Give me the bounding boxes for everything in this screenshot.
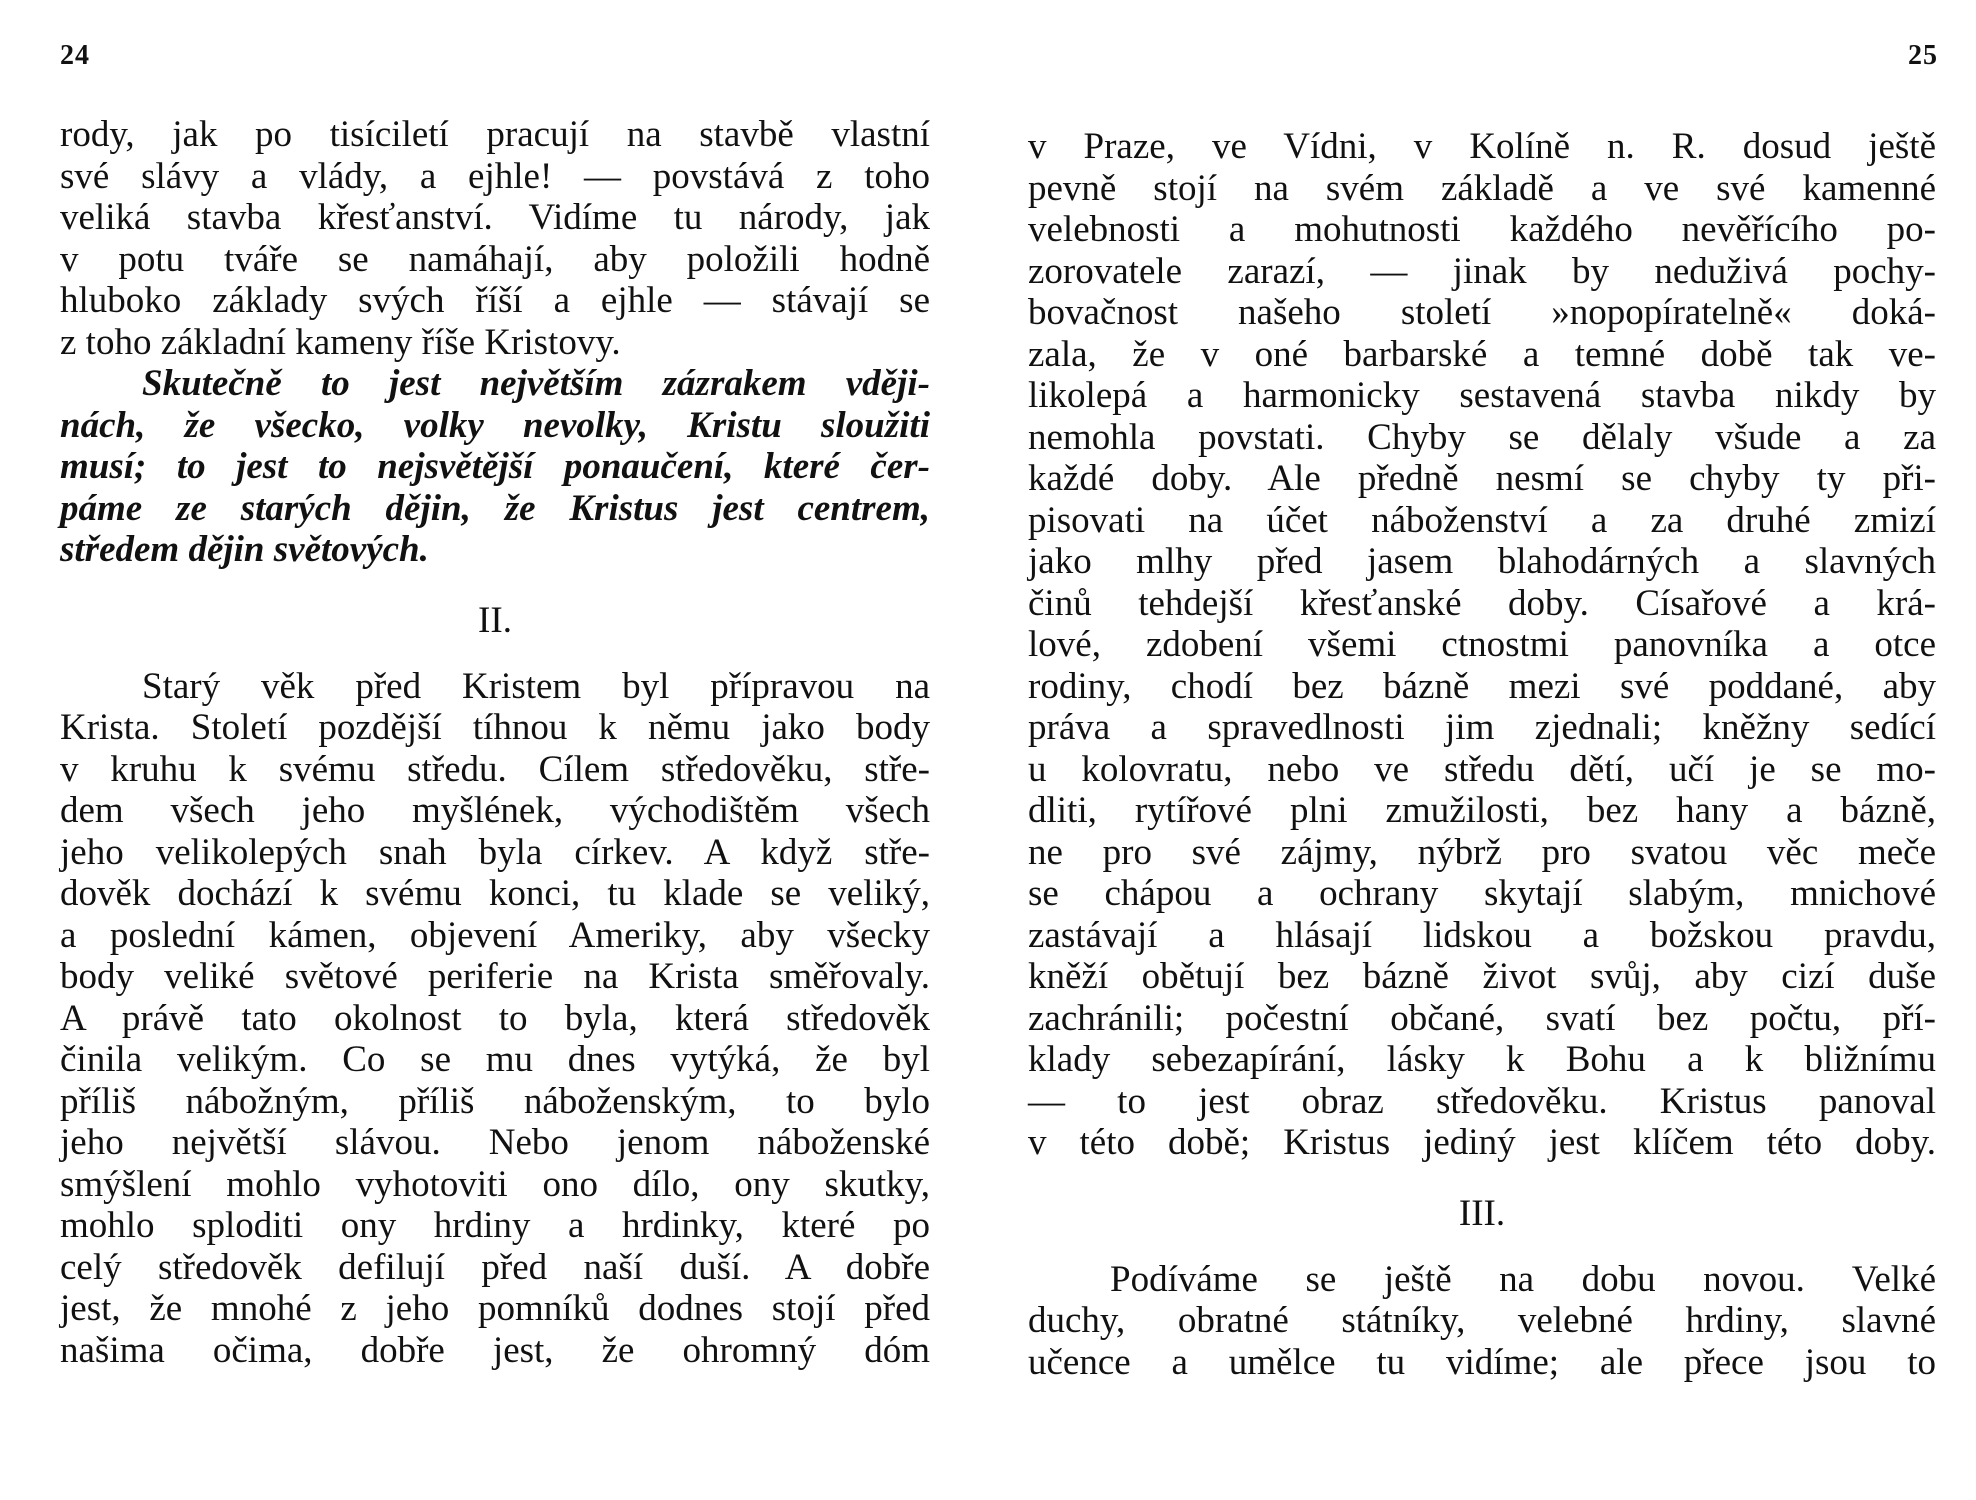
text-line: musí; to jest to nejsvětější ponaučení, které čer-: [60, 446, 930, 487]
text-line: klady sebezapírání, lásky k Bohu a k bližnímu: [1028, 1039, 1936, 1080]
text-line: pisovati na účet náboženství a za druhé zmizí: [1028, 499, 1936, 541]
text-line: ne pro své zájmy, nýbrž pro svatou věc meče: [1028, 831, 1936, 873]
text-line: bovačnost našeho století »nopopíratelně« doká-: [1028, 292, 1936, 333]
paragraph: [1028, 126, 1936, 1164]
text-line: v kruhu k svému středu. Cílem středověku, stře-: [60, 748, 930, 790]
text-line: v této době; Kristus jediný jest klíčem této doby.: [1028, 1122, 1936, 1163]
section-heading: III.: [1458, 1192, 1506, 1234]
text-line: rody, jak po tisíciletí pracují na stavbě vlastní: [60, 114, 930, 155]
text-line: duchy, obratné státníky, velebné hrdiny, slavné: [1028, 1300, 1936, 1341]
text-line: našima očima, dobře jest, že ohromný dóm: [60, 1329, 930, 1371]
text-line: Podíváme se ještě na dobu novou. Velké: [1110, 1258, 1936, 1300]
text-line: zachránili; počestní občané, svatí bez počtu, pří-: [1028, 997, 1936, 1039]
text-line: — to jest obraz středověku. Kristus panoval: [1028, 1080, 1936, 1122]
text-line: a poslední kámen, objevení Ameriky, aby všecky: [60, 914, 930, 956]
text-line: hluboko základy svých říší a ejhle — stávají se: [60, 280, 930, 321]
text-line: každé doby. Ale předně nesmí se chyby ty při-: [1028, 458, 1936, 499]
text-line: zastávají a hlásají lidskou a božskou pravdu,: [1028, 914, 1936, 956]
text-line: nemohla povstati. Chyby se dělaly všude a za: [1028, 416, 1936, 458]
text-line: činila velikým. Co se mu dnes vytýká, že byl: [60, 1039, 930, 1080]
text-line: Skutečně to jest největším zázrakem vději-: [142, 363, 930, 404]
text-line: smýšlení mohlo vyhotoviti ono dílo, ony skutky,: [60, 1163, 930, 1205]
text-line: zorovatele zarazí, — jinak by neduživá pochy-: [1028, 250, 1936, 292]
right-text-block: [1028, 126, 1936, 1383]
paragraph: [1028, 1259, 1936, 1384]
section-heading: II.: [478, 599, 512, 641]
text-line: kněží obětují bez bázně život svůj, aby cizí duše: [1028, 956, 1936, 997]
page-number-left: 24: [60, 40, 90, 71]
text-line: dověk dochází k svému konci, tu klade se veliký,: [60, 873, 930, 914]
text-line: nách, že všecko, volky nevolky, Kristu sloužiti: [60, 404, 930, 446]
page-number-right: 25: [1908, 40, 1938, 71]
italic-paragraph: [60, 363, 930, 571]
text-line: páme ze starých dějin, že Kristus jest centrem,: [60, 487, 930, 529]
text-line: příliš nábožným, příliš náboženským, to bylo: [60, 1080, 930, 1122]
text-line: práva a spravedlnosti jim zjednali; kněžny sedící: [1028, 707, 1936, 748]
text-line: v potu tváře se namáhají, aby položili hodně: [60, 238, 930, 280]
text-line: velebnosti a mohutnosti každého nevěřícího po-: [1028, 209, 1936, 250]
text-line: Starý věk před Kristem byl přípravou na: [142, 665, 930, 707]
text-line: Krista. Století pozdější tíhnou k němu jako body: [60, 707, 930, 748]
text-line: lové, zdobení všemi ctnostmi panovníka a otce: [1028, 624, 1936, 665]
left-text-block: [60, 114, 930, 1371]
text-line: dem všech jeho myšlének, východištěm všech: [60, 790, 930, 831]
text-line: v Praze, ve Vídni, v Kolíně n. R. dosud ještě: [1028, 126, 1936, 167]
right-page: [988, 0, 1976, 1500]
text-line: dliti, rytířové plni zmužilosti, bez hany a bázně,: [1028, 790, 1936, 831]
text-line: celý středověk defilují před naší duší. A dobře: [60, 1246, 930, 1288]
text-line: středem dějin světových.: [60, 529, 429, 570]
text-line: činů tehdejší křesťanské doby. Císařové a krá-: [1028, 582, 1936, 624]
text-line: zala, že v oné barbarské a temné době tak ve-: [1028, 333, 1936, 375]
text-line: u kolovratu, nebo ve středu dětí, učí je se mo-: [1028, 748, 1936, 790]
text-line: z toho základní kameny říše Kristovy.: [60, 321, 621, 363]
text-line: body veliké světové periferie na Krista směřovaly.: [60, 956, 930, 997]
text-line: své slávy a vlády, a ejhle! — povstává z toho: [60, 155, 930, 197]
text-line: pevně stojí na svém základě a ve své kamenné: [1028, 167, 1936, 209]
text-line: učence a umělce tu vidíme; ale přece jsou to: [1028, 1341, 1936, 1383]
text-line: mohlo sploditi ony hrdiny a hrdinky, které po: [60, 1205, 930, 1246]
paragraph: [60, 666, 930, 1372]
text-line: jeho velikolepých snah byla církev. A když stře-: [60, 831, 930, 873]
text-line: jest, že mnohé z jeho pomníků dodnes stojí před: [60, 1288, 930, 1329]
text-line: A právě tato okolnost to byla, která středověk: [60, 997, 930, 1039]
paragraph: [60, 114, 930, 363]
text-line: se chápou a ochrany skytají slabým, mnichové: [1028, 873, 1936, 914]
text-line: likolepá a harmonicky sestavená stavba nikdy by: [1028, 375, 1936, 416]
text-line: rodiny, chodí bez bázně mezi své poddané, aby: [1028, 665, 1936, 707]
text-line: jeho největší slávou. Nebo jenom náboženské: [60, 1122, 930, 1163]
text-line: jako mlhy před jasem blahodárných a slavných: [1028, 541, 1936, 582]
text-line: veliká stavba křesťanství. Vidíme tu národy, jak: [60, 197, 930, 238]
